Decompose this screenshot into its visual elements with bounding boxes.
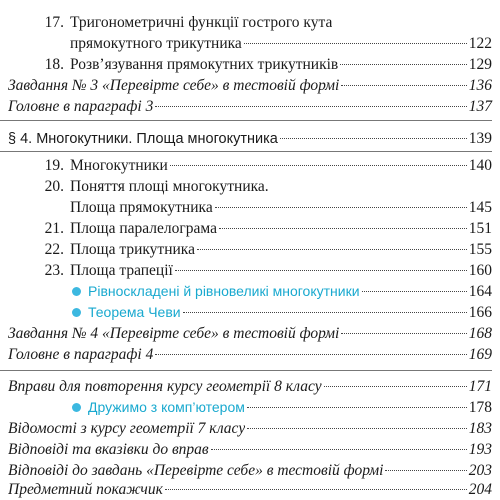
entry-title: прямокутного трикутника xyxy=(70,35,242,52)
toc-entry-grade7-info[interactable] xyxy=(0,418,500,439)
entry-number: 17. xyxy=(44,14,64,31)
blue-bullet-icon xyxy=(72,403,81,412)
toc-entry-extra-equidecomposable[interactable] xyxy=(0,281,500,302)
toc-entry-index[interactable] xyxy=(0,479,500,500)
toc-entry-20-line1 xyxy=(0,176,500,197)
page-number: 166 xyxy=(468,304,492,321)
section-divider xyxy=(0,120,492,121)
toc-entry-answers[interactable] xyxy=(0,439,500,460)
page-number: 178 xyxy=(468,399,492,416)
entry-title: Відповіді та вказівки до вправ xyxy=(8,441,209,458)
entry-number: 21. xyxy=(44,220,64,237)
entry-number: 19. xyxy=(44,157,64,174)
page-number: 193 xyxy=(468,441,492,458)
leader-dots xyxy=(324,386,467,387)
page-number: 169 xyxy=(468,346,492,363)
toc-entry-20[interactable] xyxy=(0,197,500,218)
leader-dots xyxy=(244,43,467,44)
leader-dots xyxy=(170,165,467,166)
page-number: 164 xyxy=(468,283,492,300)
section-title: § 4. Многокутники. Площа многокутника xyxy=(8,131,278,147)
toc-entry-test-4[interactable] xyxy=(0,323,500,344)
page-number: 129 xyxy=(468,56,492,73)
toc-section-4[interactable] xyxy=(0,128,500,149)
leader-dots xyxy=(362,291,467,292)
entry-title: Предметний покажчик xyxy=(8,481,163,498)
toc-entry-summary-4[interactable] xyxy=(0,344,500,365)
leader-dots xyxy=(341,85,466,86)
toc-entry-summary-3[interactable] xyxy=(0,96,500,117)
page-number: 155 xyxy=(468,241,492,258)
entry-title: Головне в параграфі 3 xyxy=(8,98,154,115)
toc-entry-17-line1 xyxy=(0,12,500,33)
entry-title: Розв’язування прямокутних трикутників xyxy=(70,56,339,73)
page-number: 204 xyxy=(468,481,492,498)
page-number: 168 xyxy=(468,325,492,342)
entry-number: 20. xyxy=(44,178,64,195)
leader-dots xyxy=(247,407,467,408)
entry-title: Поняття площі многокутника. xyxy=(70,178,269,195)
leader-dots xyxy=(341,333,466,334)
entry-title: Площа паралелограма xyxy=(70,220,217,237)
entry-title: Завдання № 3 «Перевірте себе» в тестовій формі xyxy=(8,77,340,94)
toc-entry-19[interactable] xyxy=(0,155,500,176)
leader-dots xyxy=(280,138,467,139)
section-divider xyxy=(0,370,492,371)
leader-dots xyxy=(155,354,466,355)
page-number: 151 xyxy=(468,220,492,237)
toc-entry-review-exercises[interactable] xyxy=(0,376,500,397)
entry-title: Площа трапеції xyxy=(70,262,173,279)
page-number: 160 xyxy=(468,262,492,279)
toc-entry-22[interactable] xyxy=(0,239,500,260)
blue-bullet-icon xyxy=(72,287,81,296)
entry-title: Теорема Чеви xyxy=(88,304,181,320)
toc-entry-extra-ceva[interactable] xyxy=(0,302,500,323)
entry-title: Площа трикутника xyxy=(70,241,195,258)
page-number: 183 xyxy=(468,420,492,437)
leader-dots xyxy=(215,207,467,208)
toc-entry-computer[interactable] xyxy=(0,397,500,418)
entry-title: Відповіді до завдань «Перевірте себе» в тестовій формі xyxy=(8,462,384,479)
entry-title: Головне в параграфі 4 xyxy=(8,346,154,363)
toc-entry-18[interactable] xyxy=(0,54,500,75)
entry-number: 18. xyxy=(44,56,64,73)
toc-entry-23[interactable] xyxy=(0,260,500,281)
entry-title: Вправи для повторення курсу геометрії 8 класу xyxy=(8,378,322,395)
leader-dots xyxy=(165,489,467,490)
leader-dots xyxy=(219,228,467,229)
entry-title: Відомості з курсу геометрії 7 класу xyxy=(8,420,246,437)
toc-entry-21[interactable] xyxy=(0,218,500,239)
leader-dots xyxy=(211,449,467,450)
entry-number: 23. xyxy=(44,262,64,279)
leader-dots xyxy=(155,106,466,107)
entry-title: Площа прямокутника xyxy=(70,199,213,216)
entry-title: Дружимо з комп’ютером xyxy=(88,399,245,415)
entry-number: 22. xyxy=(44,241,64,258)
leader-dots xyxy=(385,470,466,471)
leader-dots xyxy=(247,428,467,429)
page-number: 171 xyxy=(468,378,492,395)
leader-dots xyxy=(183,312,467,313)
leader-dots xyxy=(175,270,467,271)
toc-entry-test-3[interactable] xyxy=(0,75,500,96)
page-number: 145 xyxy=(468,199,492,216)
leader-dots xyxy=(197,249,467,250)
entry-title: Тригонометричні функції гострого кута xyxy=(70,14,333,31)
page-number: 139 xyxy=(468,130,492,147)
blue-bullet-icon xyxy=(72,308,81,317)
page-number: 137 xyxy=(468,98,492,115)
entry-title: Многокутники xyxy=(70,157,168,174)
page-number: 140 xyxy=(468,157,492,174)
leader-dots xyxy=(340,64,467,65)
page-number: 203 xyxy=(468,462,492,479)
section-divider xyxy=(0,151,492,152)
entry-title: Рівноскладені й рівновеликі многокутники xyxy=(88,283,360,299)
page-number: 136 xyxy=(468,77,492,94)
toc-entry-test-answers[interactable] xyxy=(0,460,500,481)
entry-title: Завдання № 4 «Перевірте себе» в тестовій формі xyxy=(8,325,340,342)
toc-entry-17[interactable] xyxy=(0,33,500,54)
page-number: 122 xyxy=(468,35,492,52)
